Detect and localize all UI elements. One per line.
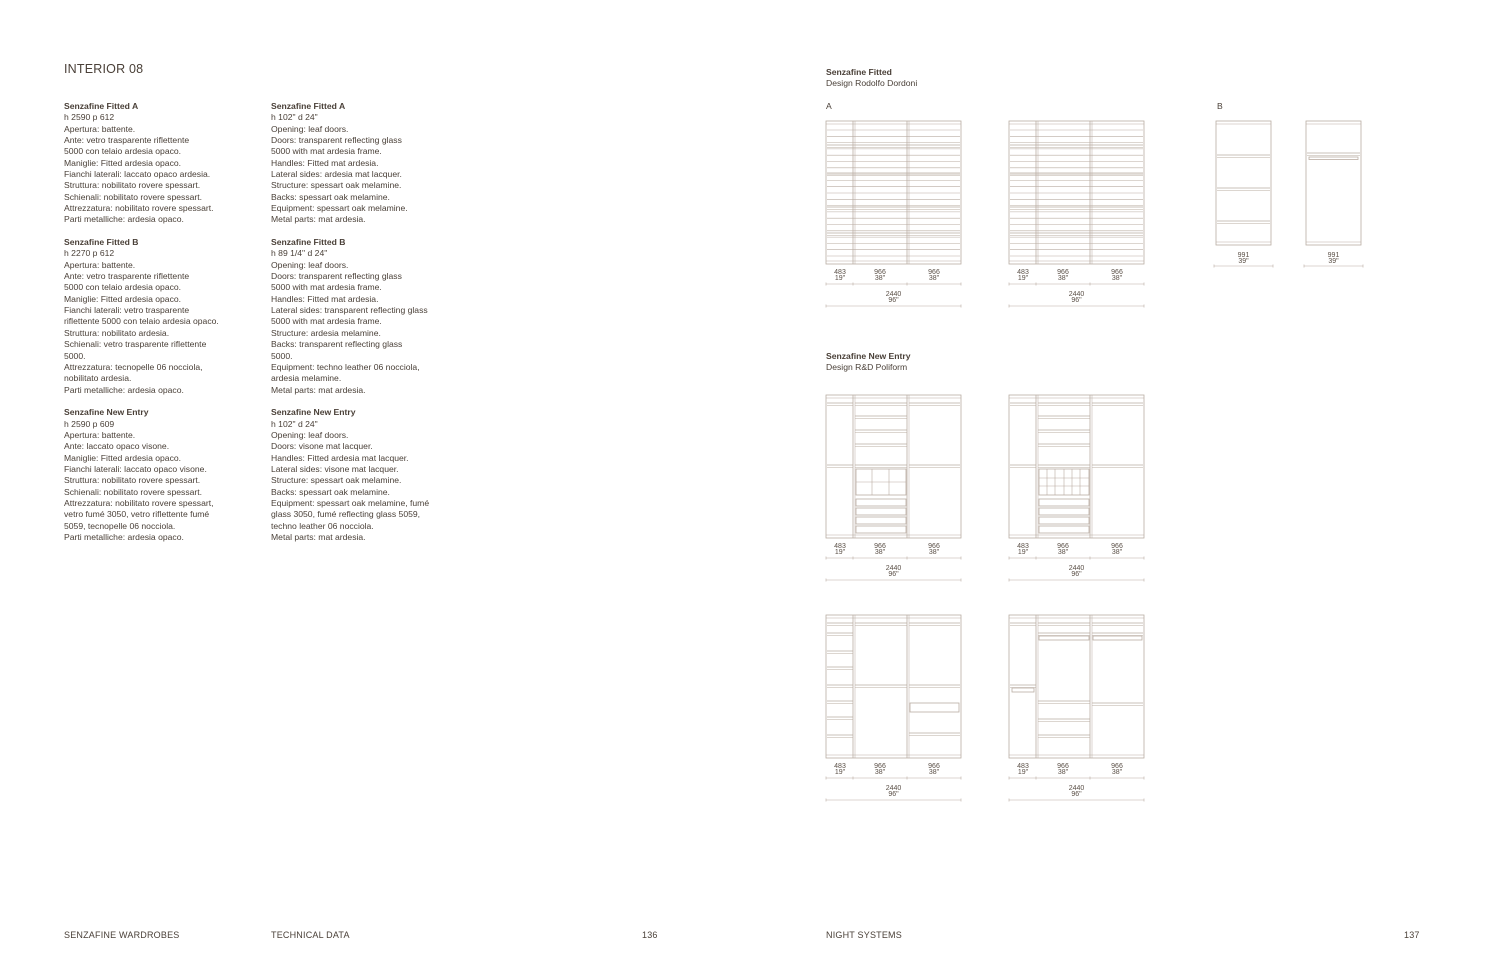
variant-label-b: B: [1217, 101, 1223, 111]
section-designer: Design R&D Poliform: [826, 362, 908, 373]
spec-line: h 2590 p 609: [64, 418, 115, 429]
spec-line: 5000.: [271, 350, 293, 361]
dimension-mm: 966: [928, 269, 940, 276]
spec-line: Schienali: vetro trasparente riflettente: [64, 339, 207, 350]
spec-line: Equipment: techno leather 06 nocciola,: [271, 361, 420, 372]
spec-line: Structure: ardesia melamine.: [271, 327, 381, 338]
spec-line: Attrezzatura: nobilitato rovere spessart,: [64, 497, 214, 508]
spec-line: Parti metalliche: ardesia opaco.: [64, 384, 184, 395]
drawer-front: [1039, 508, 1089, 515]
spec-line: vetro fumé 3050, vetro riflettente fumé: [64, 509, 210, 520]
variant-label-a: A: [826, 101, 832, 111]
section-header-new-entry: [826, 351, 911, 374]
dimension-in: 38": [928, 275, 940, 282]
dimension-total-in: 96": [1071, 297, 1082, 304]
spec-line: Ante: vetro trasparente riflettente: [64, 135, 190, 146]
dimension-mm: 483: [834, 543, 846, 550]
dimension-total-in: 96": [1071, 791, 1082, 798]
spec-line: Ante: laccato opaco visone.: [64, 441, 170, 452]
spec-heading: Senzafine Fitted B: [64, 237, 139, 248]
spec-line: Handles: Fitted ardesia mat lacquer.: [271, 452, 409, 463]
spec-column-english: [271, 101, 429, 555]
dimension-mm: 966: [1057, 763, 1069, 770]
spec-line: h 102" d 24": [271, 112, 318, 123]
spec-line: Metal parts: mat ardesia.: [271, 384, 366, 395]
spec-block: [64, 237, 219, 396]
dimension-in: 19": [834, 549, 846, 556]
spec-line: h 102" d 24": [271, 418, 318, 429]
dimension-mm: 966: [874, 543, 886, 550]
footer-section: TECHNICAL DATA: [271, 930, 350, 940]
spec-line: h 2590 p 612: [64, 112, 115, 123]
spec-block: [271, 101, 429, 226]
dimension-in: 38": [874, 275, 886, 282]
dimension-total-in: 96": [888, 297, 899, 304]
dimension-mm: 966: [1057, 269, 1069, 276]
spec-line: Fianchi laterali: laccato opaco visone.: [64, 463, 207, 474]
dimension-mm: 966: [928, 543, 940, 550]
spec-column-italian: [64, 101, 219, 555]
dimension-mm: 966: [928, 763, 940, 770]
spec-line: 5059, tecnopelle 06 nocciola.: [64, 520, 176, 531]
spec-line: Struttura: nobilitato ardesia.: [64, 327, 170, 338]
drawer-front: [856, 517, 906, 524]
wardrobe-outline: [826, 615, 961, 758]
dimension-in: 19": [834, 275, 846, 282]
wardrobe-drawing-fitted-a-1: [826, 121, 962, 311]
page-number-right: 137: [1404, 930, 1420, 940]
dimension-in: 38": [874, 769, 886, 776]
drawer-front: [856, 526, 906, 533]
spec-line: Structure: spessart oak melamine.: [271, 180, 402, 191]
wardrobe-drawing-new-entry-2: [1009, 395, 1145, 585]
drawer-front: [1039, 499, 1089, 506]
dimension-in: 38": [1111, 549, 1123, 556]
dimension-mm: 966: [1057, 543, 1069, 550]
dimension-in: 19": [834, 769, 846, 776]
dimension-mm: 483: [834, 763, 846, 770]
spec-line: Schienali: nobilitato rovere spessart.: [64, 486, 203, 497]
wardrobe-drawing-new-entry-3: [826, 615, 962, 805]
dimension-total-mm: 2440: [885, 785, 902, 792]
page-number-left: 136: [642, 930, 658, 940]
spec-line: Opening: leaf doors.: [271, 429, 349, 440]
dimension-total-in: 96": [1071, 571, 1082, 578]
spec-line: Doors: transparent reflecting glass: [271, 135, 402, 146]
spec-line: riflettente 5000 con telaio ardesia opaco.: [64, 316, 219, 327]
spec-line: Lateral sides: visone mat lacquer.: [271, 463, 399, 474]
spec-line: Backs: transparent reflecting glass: [271, 339, 403, 350]
drawer-front: [856, 508, 906, 515]
wardrobe-drawing-new-entry-4: [1009, 615, 1145, 805]
spec-line: Struttura: nobilitato rovere spessart.: [64, 475, 201, 486]
dimension-in: 39": [1328, 258, 1339, 265]
hanging-rail: [1012, 688, 1034, 692]
spec-heading: Senzafine Fitted A: [64, 101, 139, 111]
spec-line: 5000 con telaio ardesia opaco.: [64, 146, 182, 157]
spec-block: [64, 407, 219, 543]
wardrobe-outline: [1009, 615, 1144, 758]
dimension-mm: 966: [874, 269, 886, 276]
spec-line: Maniglie: Fitted ardesia opaco.: [64, 293, 182, 304]
footer-collection: SENZAFINE WARDROBES: [64, 930, 180, 940]
dimension-in: 19": [1017, 769, 1029, 776]
dimension-in: 38": [928, 549, 940, 556]
wardrobe-outline: [1009, 395, 1144, 538]
dimension-mm: 966: [874, 763, 886, 770]
spec-line: Parti metalliche: ardesia opaco.: [64, 531, 184, 542]
spec-line: Apertura: battente.: [64, 123, 136, 134]
spec-heading: Senzafine Fitted A: [271, 101, 346, 111]
spec-line: Maniglie: Fitted ardesia opaco.: [64, 157, 182, 168]
spec-line: Apertura: battente.: [64, 429, 136, 440]
spec-line: Metal parts: mat ardesia.: [271, 531, 366, 542]
drawer-front: [1039, 526, 1089, 533]
section-header-fitted: [826, 67, 917, 90]
dimension-mm: 483: [1017, 763, 1029, 770]
spec-heading: Senzafine New Entry: [271, 407, 356, 418]
hanging-rail: [1039, 636, 1089, 640]
dimension-total-mm: 2440: [1068, 785, 1085, 792]
spec-line: Backs: spessart oak melamine.: [271, 191, 390, 202]
spec-line: 5000.: [64, 350, 86, 361]
spec-line: Attrezzatura: nobilitato rovere spessart.: [64, 203, 214, 214]
dimension-in: 38": [1111, 769, 1123, 776]
spec-line: Opening: leaf doors.: [271, 259, 349, 270]
dimension-mm: 966: [1111, 269, 1123, 276]
dimension-in: 39": [1238, 258, 1249, 265]
spec-line: Struttura: nobilitato rovere spessart.: [64, 180, 201, 191]
spec-line: 5000 with mat ardesia frame.: [271, 316, 382, 327]
spec-line: Parti metalliche: ardesia opaco.: [64, 214, 184, 225]
wardrobe-outline: [1216, 121, 1271, 245]
spec-line: Equipment: spessart oak melamine.: [271, 203, 408, 214]
dimension-in: 38": [874, 549, 886, 556]
dimension-total-in: 96": [888, 571, 899, 578]
dimension-mm: 991: [1327, 252, 1340, 259]
dimension-mm: 483: [1017, 543, 1029, 550]
spec-line: Doors: transparent reflecting glass: [271, 271, 402, 282]
spec-block: [271, 237, 429, 396]
wardrobe-drawing-fitted-b-2: [1304, 121, 1364, 271]
dimension-in: 38": [928, 769, 940, 776]
dimension-total-mm: 2440: [1068, 565, 1085, 572]
spec-line: 5000 with mat ardesia frame.: [271, 282, 382, 293]
spec-line: 5000 con telaio ardesia opaco.: [64, 282, 182, 293]
spec-line: ardesia melamine.: [271, 373, 342, 384]
spec-line: Equipment: spessart oak melamine, fumé: [271, 497, 430, 508]
section-title: Senzafine Fitted: [826, 67, 892, 77]
spec-block: [271, 407, 429, 543]
drawer-front: [910, 703, 959, 712]
dimension-total-in: 96": [888, 791, 899, 798]
spec-line: nobilitato ardesia.: [64, 373, 132, 384]
dimension-mm: 991: [1237, 252, 1250, 259]
wardrobe-drawing-fitted-a-2: [1009, 121, 1145, 311]
section-designer: Design Rodolfo Dordoni: [826, 78, 918, 89]
dimension-mm: 966: [1111, 763, 1123, 770]
dimension-in: 19": [1017, 275, 1029, 282]
spec-line: h 89 1/4" d 24": [271, 248, 328, 259]
spec-line: Backs: spessart oak melamine.: [271, 486, 390, 497]
dimension-in: 38": [1057, 549, 1069, 556]
dimension-total-mm: 2440: [885, 291, 902, 298]
dimension-in: 38": [1057, 769, 1069, 776]
wardrobe-drawing-fitted-b-1: [1214, 121, 1274, 271]
spec-heading: Senzafine Fitted B: [271, 237, 346, 248]
spec-line: Handles: Fitted mat ardesia.: [271, 293, 379, 304]
spec-block: [64, 101, 219, 226]
spec-line: Metal parts: mat ardesia.: [271, 214, 366, 225]
spec-line: Structure: spessart oak melamine.: [271, 475, 402, 486]
dimension-in: 38": [1057, 275, 1069, 282]
dimension-mm: 483: [834, 269, 846, 276]
spec-line: Lateral sides: ardesia mat lacquer.: [271, 169, 402, 180]
spec-line: 5000 with mat ardesia frame.: [271, 146, 382, 157]
spec-line: Opening: leaf doors.: [271, 123, 349, 134]
spec-line: Ante: vetro trasparente riflettente: [64, 271, 190, 282]
drawer-front: [1039, 517, 1089, 524]
wardrobe-outline: [1306, 121, 1361, 245]
hanging-rail: [1309, 157, 1358, 160]
spec-line: Doors: visone mat lacquer.: [271, 441, 373, 452]
dimension-in: 38": [1111, 275, 1123, 282]
spec-heading: Senzafine New Entry: [64, 407, 149, 418]
spec-line: Schienali: nobilitato rovere spessart.: [64, 191, 203, 202]
footer-category: NIGHT SYSTEMS: [826, 930, 902, 940]
dimension-mm: 483: [1017, 269, 1029, 276]
spec-line: Fianchi laterali: laccato opaco ardesia.: [64, 169, 211, 180]
spec-line: Lateral sides: transparent reflecting glass: [271, 305, 428, 316]
dimension-total-mm: 2440: [885, 565, 902, 572]
spec-line: Apertura: battente.: [64, 259, 136, 270]
wardrobe-drawing-new-entry-1: [826, 395, 962, 585]
dimension-mm: 966: [1111, 543, 1123, 550]
wardrobe-outline: [826, 395, 961, 538]
hanging-rail: [1093, 636, 1142, 640]
section-title: Senzafine New Entry: [826, 351, 911, 361]
dimension-in: 19": [1017, 549, 1029, 556]
drawer-front: [856, 499, 906, 506]
spec-line: h 2270 p 612: [64, 248, 115, 259]
spec-line: Maniglie: Fitted ardesia opaco.: [64, 452, 182, 463]
page-title: INTERIOR 08: [64, 62, 144, 76]
spec-line: Attrezzatura: tecnopelle 06 nocciola,: [64, 361, 203, 372]
spec-line: Handles: Fitted mat ardesia.: [271, 157, 379, 168]
spec-line: glass 3050, fumé reflecting glass 5059,: [271, 509, 421, 520]
dimension-total-mm: 2440: [1068, 291, 1085, 298]
spec-line: Fianchi laterali: vetro trasparente: [64, 305, 190, 316]
spec-line: techno leather 06 nocciola.: [271, 520, 374, 531]
